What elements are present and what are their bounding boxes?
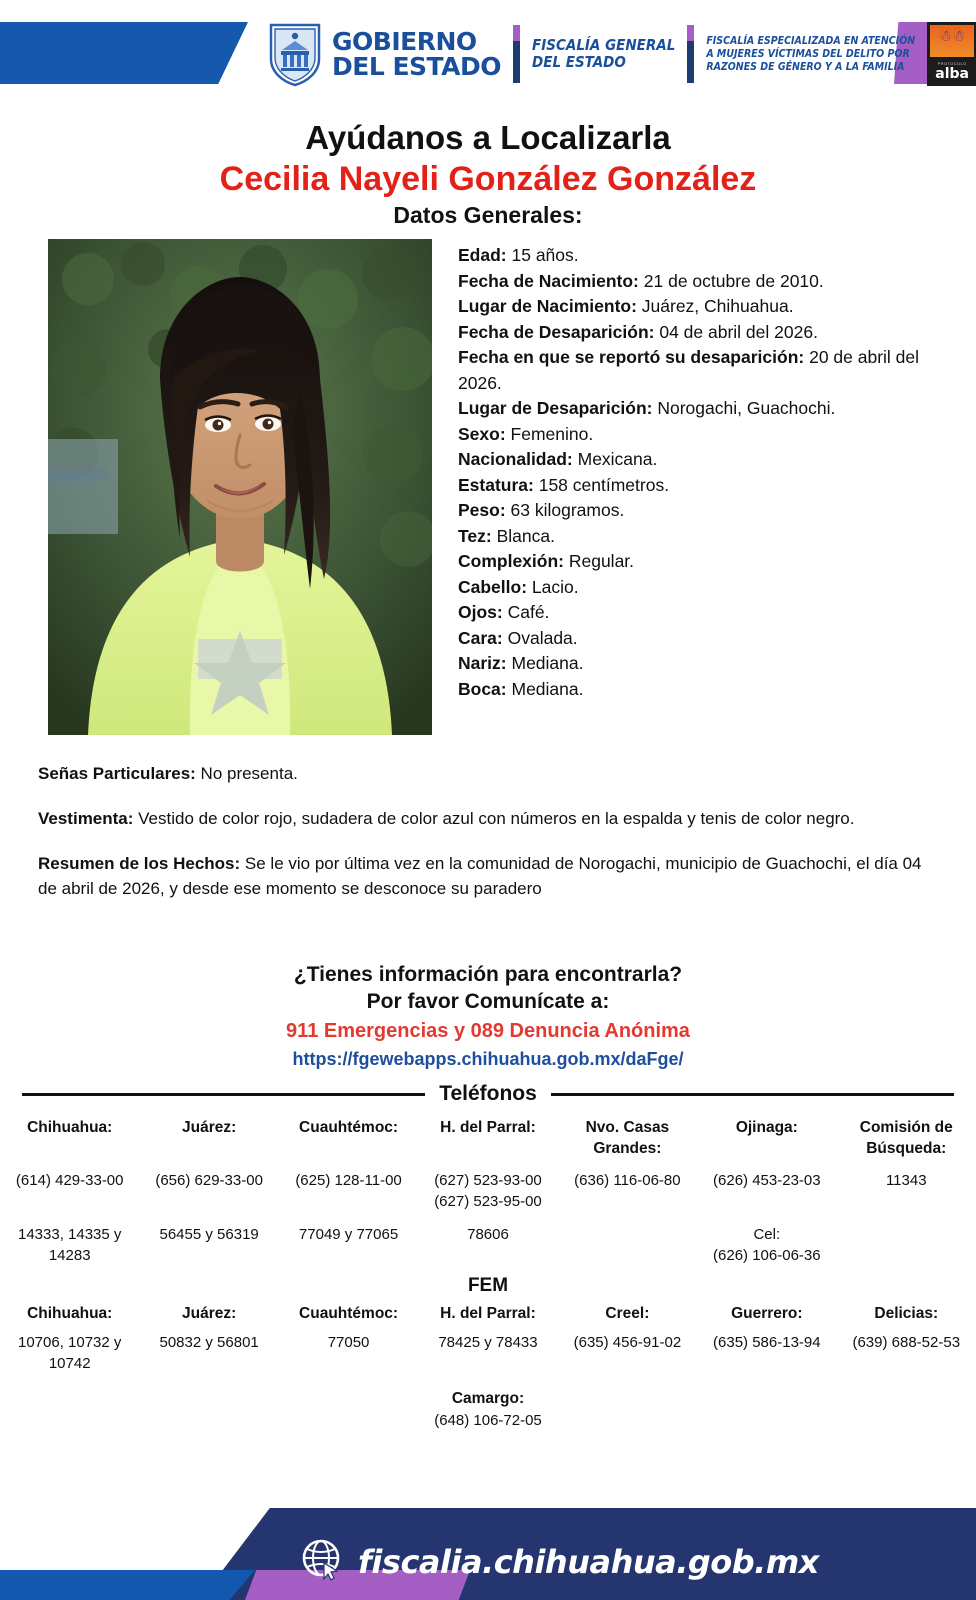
gobierno-line-1: GOBIERNO <box>332 27 477 56</box>
detail-label: Peso: <box>458 500 506 520</box>
fem-column-header: H. del Parral: <box>440 1305 536 1322</box>
camargo-phone: (648) 106-72-05 <box>434 1412 542 1429</box>
telefonos-column-header: Cuauhtémoc: <box>299 1119 399 1136</box>
detail-line <box>458 651 936 677</box>
paragraph-text: Se le vio por última vez en la comunidad de Norogachi, municipio de Guachochi, el día 04 de abril de 2026, y desde ese momento se desconoce su paradero <box>38 854 922 898</box>
telefonos-extra-cell: Cel: (626) 106-06-36 <box>713 1226 821 1264</box>
telefonos-column-header: Juárez: <box>181 1119 237 1136</box>
fem-header-row <box>0 1301 976 1330</box>
telefonos-rule-right <box>551 1093 954 1096</box>
detail-line <box>458 549 936 575</box>
person-photo <box>48 239 432 735</box>
detail-value: Mediana. <box>506 653 584 673</box>
telefonos-extra-cell: 14333, 14335 y 14283 <box>17 1226 122 1264</box>
telefonos-heading: Teléfonos <box>439 1082 537 1105</box>
detail-value: 04 de abril del 2026. <box>654 321 818 342</box>
detail-label: Edad: <box>458 245 507 265</box>
telefonos-phone-cell: (636) 116-06-80 <box>574 1172 681 1189</box>
detail-value: 63 kilogramos. <box>505 500 625 520</box>
fem-phone-row <box>0 1330 976 1376</box>
detail-line <box>458 498 936 524</box>
detail-value: 20 de abril del 2026. <box>458 347 920 393</box>
telefonos-extra-cell: 77049 y 77065 <box>298 1226 399 1243</box>
telefonos-header-row <box>0 1114 976 1167</box>
fem-column-header: Juárez: <box>181 1305 237 1322</box>
telefonos-phone-row <box>0 1167 976 1215</box>
detail-line <box>458 269 936 295</box>
protocolo-alba-logo <box>927 22 976 86</box>
paragraph-label: Señas Particulares: <box>38 764 196 783</box>
footer-url[interactable]: fiscalia.chihuahua.gob.mx <box>358 1542 819 1581</box>
paragraph <box>38 761 938 786</box>
detail-line <box>458 677 936 703</box>
telefonos-phone-cell: (625) 128-11-00 <box>295 1172 402 1189</box>
report-url-link[interactable]: https://fgewebapps.chihuahua.gob.mx/daFge/ <box>292 1049 684 1069</box>
footer-content <box>300 1537 819 1586</box>
detail-label: Boca: <box>458 678 507 699</box>
detail-label: Complexión: <box>458 551 564 571</box>
detail-label: Lugar de Desaparición: <box>458 398 653 418</box>
telefonos-column-header: Ojinaga: <box>735 1119 798 1136</box>
fem-column-header: Delicias: <box>874 1305 939 1322</box>
paragraph-text: Vestido de color rojo, sudadera de color azul con números en la espalda y tenis de color negro. <box>133 809 855 828</box>
detail-line <box>458 575 936 601</box>
detail-line <box>458 422 936 448</box>
detail-value: Mexicana. <box>572 449 658 469</box>
alba-figures-icon: ☃☃ <box>938 28 966 45</box>
fem-phone-cell: (635) 456-91-02 <box>573 1334 682 1351</box>
detail-label: Ojos: <box>458 602 503 622</box>
fiscalia-general-wordmark <box>532 37 675 71</box>
person-name: Cecilia Nayeli González González <box>219 160 757 198</box>
detail-line <box>458 447 936 473</box>
detail-line <box>458 294 936 320</box>
detail-line <box>458 600 936 626</box>
fiscalia-especializada-line-1: FISCALÍA ESPECIALIZADA EN ATENCIÓN <box>706 34 916 47</box>
telefonos-extra-cell <box>837 1215 976 1269</box>
fem-phone-cell: (639) 688-52-53 <box>852 1334 961 1351</box>
fem-column-header: Cuauhtémoc: <box>299 1305 399 1322</box>
telefonos-phone-cell: (656) 629-33-00 <box>155 1172 263 1189</box>
detail-value: 21 de octubre de 2010. <box>638 270 824 291</box>
fiscalia-general-line-2: DEL ESTADO <box>532 53 626 71</box>
telefonos-rule-left <box>22 1093 425 1096</box>
fem-column-header: Creel: <box>605 1305 650 1322</box>
fem-phone-cell: (635) 586-13-94 <box>713 1334 821 1351</box>
telefonos-heading-row <box>0 1082 976 1106</box>
gobierno-del-estado-wordmark <box>332 29 501 79</box>
detail-value: Norogachi, Guachochi. <box>652 398 836 418</box>
detail-value: Femenino. <box>505 423 594 444</box>
fem-phone-cell: 78425 y 78433 <box>438 1334 538 1351</box>
fiscalia-general-line-1: FISCALÍA GENERAL <box>532 36 676 54</box>
gobierno-line-2: DEL ESTADO <box>332 52 502 81</box>
detail-value: Juárez, Chihuahua. <box>636 296 794 316</box>
camargo-block <box>0 1388 976 1432</box>
footer-blue-stripe <box>0 1570 255 1600</box>
fem-column-header: Guerrero: <box>731 1305 803 1322</box>
detail-line <box>458 320 936 346</box>
detail-label: Estatura: <box>458 474 534 495</box>
fem-phone-cell: 50832 y 56801 <box>159 1334 259 1351</box>
general-data-heading: Datos Generales: <box>393 202 583 228</box>
detail-value: Lacio. <box>527 576 579 597</box>
header-blue-decoration <box>0 22 248 84</box>
detail-line <box>458 243 936 269</box>
detail-value: Ovalada. <box>502 627 578 648</box>
paragraph-label: Vestimenta: <box>38 809 134 828</box>
alba-sub-label: PROTOCOLO <box>937 61 967 66</box>
logo-divider-1 <box>513 25 520 83</box>
logo-divider-2 <box>687 25 694 83</box>
paragraph-label: Resumen de los Hechos: <box>38 854 241 873</box>
detail-value: 158 centímetros. <box>533 474 670 495</box>
poster-footer <box>0 1500 976 1600</box>
telefonos-table <box>0 1114 976 1269</box>
detail-value: Mediana. <box>506 678 584 699</box>
general-data-list <box>458 239 936 735</box>
fem-heading: FEM <box>467 1275 509 1296</box>
detail-label: Cara: <box>458 627 503 648</box>
state-shield-icon <box>268 21 322 87</box>
title-block <box>0 119 976 229</box>
telefonos-column-header: Comisión de Búsqueda: <box>859 1119 953 1157</box>
telefonos-extra-cell: 78606 <box>467 1226 509 1243</box>
telefonos-phone-cell: 11343 <box>885 1172 927 1189</box>
fiscalia-especializada-line-2: A MUJERES VÍCTIMAS DEL DELITO POR <box>706 47 910 60</box>
detail-label: Fecha de Nacimiento: <box>458 270 639 291</box>
detail-label: Sexo: <box>458 423 506 444</box>
detail-value: Regular. <box>563 551 635 571</box>
fem-phone-cell: 10706, 10732 y 10742 <box>17 1334 122 1372</box>
telefonos-phone-cell: (614) 429-33-00 <box>15 1172 124 1189</box>
header-logos <box>268 14 976 94</box>
telefonos-extra-cell <box>558 1215 697 1269</box>
paragraph-text: No presenta. <box>195 764 298 783</box>
detail-label: Fecha de Desaparición: <box>458 321 655 342</box>
detail-label: Fecha en que se reportó su desaparición: <box>458 347 805 367</box>
detail-line <box>458 345 936 396</box>
detail-line <box>458 524 936 550</box>
paragraph <box>38 806 938 831</box>
telefonos-column-header: Chihuahua: <box>27 1119 113 1136</box>
alba-label: alba <box>935 66 969 82</box>
contact-please: Por favor Comunícate a: <box>366 990 610 1013</box>
emergency-numbers: 911 Emergencias y 089 Denuncia Anónima <box>286 1020 690 1042</box>
telefonos-phone-cell: (626) 453-23-03 <box>713 1172 821 1189</box>
telefonos-phone-cell: (627) 523-93-00 (627) 523-95-00 <box>434 1172 542 1210</box>
descriptive-paragraphs <box>0 761 976 901</box>
detail-line <box>458 473 936 499</box>
camargo-label: Camargo: <box>451 1390 525 1407</box>
poster-header <box>0 0 976 105</box>
telefonos-extra-row <box>0 1215 976 1269</box>
detail-value: Café. <box>502 602 550 622</box>
contact-section <box>0 961 976 1072</box>
detail-label: Cabello: <box>458 576 528 597</box>
fiscalia-especializada-line-3: RAZONES DE GÉNERO Y A LA FAMILIA <box>706 60 905 73</box>
contact-question: ¿Tienes información para encontrarla? <box>293 963 683 986</box>
detail-line <box>458 396 936 422</box>
paragraph <box>38 851 938 901</box>
detail-label: Lugar de Nacimiento: <box>458 296 637 316</box>
detail-label: Nacionalidad: <box>458 449 573 469</box>
detail-label: Tez: <box>458 525 492 546</box>
fem-phone-cell: 77050 <box>327 1334 370 1351</box>
fem-column-header: Chihuahua: <box>27 1305 113 1322</box>
detail-label: Nariz: <box>458 653 507 673</box>
help-headline: Ayúdanos a Localizarla <box>305 119 671 156</box>
globe-cursor-icon <box>300 1537 344 1586</box>
telefonos-column-header: H. del Parral: <box>440 1119 536 1136</box>
fem-table <box>0 1301 976 1376</box>
main-content-row <box>0 239 976 735</box>
fiscalia-especializada-wordmark <box>706 35 915 74</box>
detail-line <box>458 626 936 652</box>
detail-value: 15 años. <box>506 245 579 265</box>
telefonos-column-header: Nvo. Casas Grandes: <box>585 1119 670 1157</box>
telefonos-extra-cell: 56455 y 56319 <box>159 1226 259 1243</box>
detail-value: Blanca. <box>491 525 555 546</box>
